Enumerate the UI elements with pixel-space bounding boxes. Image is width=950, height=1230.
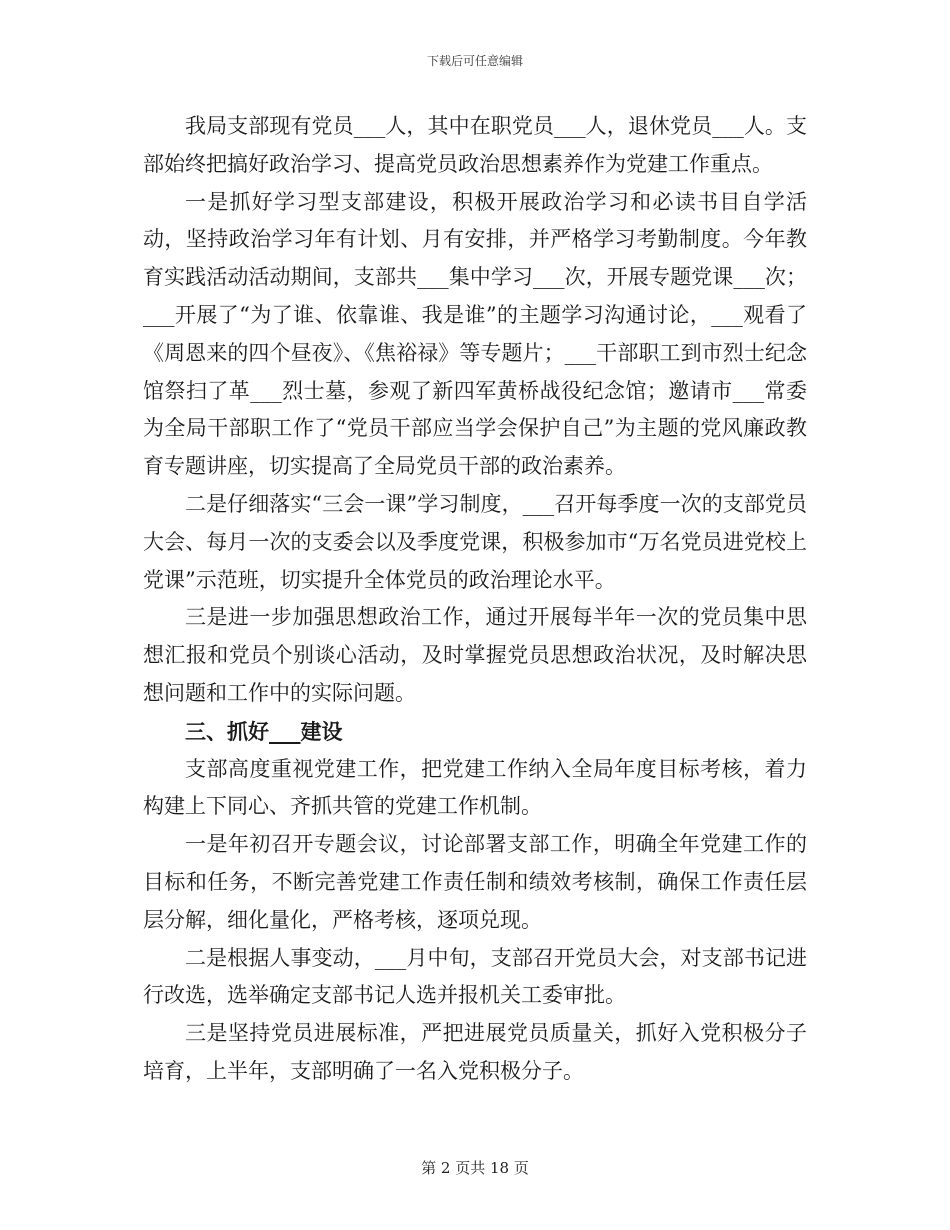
paragraph-member-development: 三是坚持党员进展标准，严把进展党员质量关，抓好入党积极分子培育，上半年，支部明确了一名入党积极分子。 xyxy=(143,1021,807,1083)
paragraph-study-branch: 一是抓好学习型支部建设，积极开展政治学习和必读书目自学活动，坚持政治学习年有计划、月有安排，并严格学习考勤制度。今年教育实践活动活动期间，支部共___集中学习___次，开展专题党课___次；___开展了“为了谁、依靠谁、我是谁”的主题学习沟通讨论，___观看了《周恩来的四个昼夜》、《焦裕禄》等专题片；___干部职工到市烈士纪念馆祭扫了革___烈士墓，参观了新四军黄桥战役纪念馆；邀请市___常委为全局干部职工作了“党员干部应当学会保护自己”为主题的党风廉政教育专题讲座，切实提高了全局党员干部的政治素养。 xyxy=(143,189,807,479)
section-heading: 三、抓好___建设 xyxy=(185,718,343,744)
paragraph-personnel-change: 二是根据人事变动，___月中旬，支部召开党员大会，对支部书记进行改选，选举确定支部书记人选并报机关工委审批。 xyxy=(143,945,807,1008)
paragraph-annual-meeting: 一是年初召开专题会议，讨论部署支部工作，明确全年党建工作的目标和任务，不断完善党建工作责任制和绩效考核制，确保工作责任层层分解，细化量化，严格考核，逐项兑现。 xyxy=(143,832,807,932)
page-header: 下载后可任意编辑 xyxy=(426,54,523,68)
page-footer: 第 2 页共 18 页 xyxy=(421,1159,529,1177)
paragraph-three-meetings: 二是仔细落实“三会一课”学习制度，___召开每季度一次的支部党员大会、每月一次的支委会以及季度党课，积极参加市“万名党员进党校上党课”示范班，切实提升全体党员的政治理论水平。 xyxy=(143,491,807,592)
paragraph-ideological-work: 三是进一步加强思想政治工作，通过开展每半年一次的党员集中思想汇报和党员个别谈心活动，及时掌握党员思想政治状况，及时解决思想问题和工作中的实际问题。 xyxy=(143,605,807,705)
document-body xyxy=(143,108,807,1091)
paragraph-party-members: 我局支部现有党员___人，其中在职党员___人，退休党员___人。支部始终把搞好政治学习、提高党员政治思想素养作为党建工作重点。 xyxy=(143,114,807,176)
paragraph-party-building: 支部高度重视党建工作，把党建工作纳入全局年度目标考核，着力构建上下同心、齐抓共管的党建工作机制。 xyxy=(143,756,807,819)
